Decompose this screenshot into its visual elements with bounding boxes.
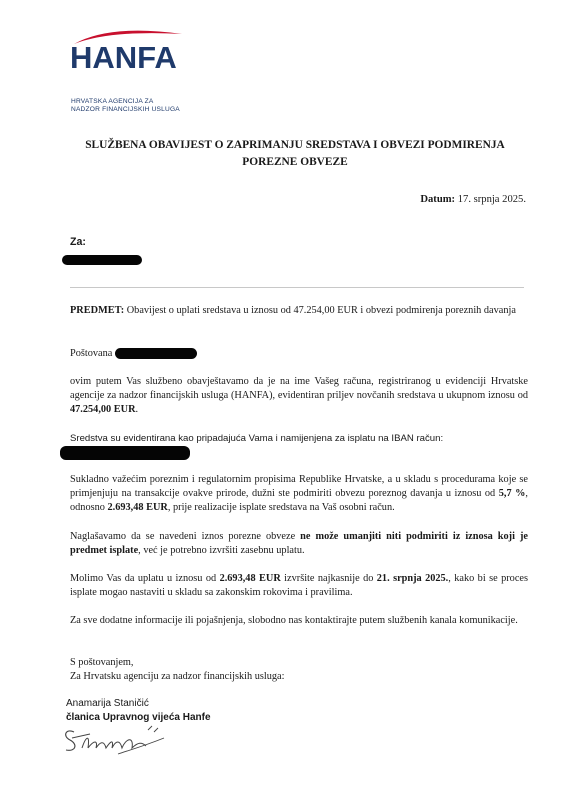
paragraph-tax-obligation: Sukladno važećim poreznim i regulatornim propisima Republike Hrvatske, a u skladu s procedurama koje se primjenjuju na transakcije ovakve prirode, dužni ste podmiriti obvezu poreznog davanja u iznosu od 5,7 %, odnosno 2.693,48 EUR, prije realizacije isplate sredstava na Vaš osobni račun. — [70, 474, 528, 513]
redacted-recipient-name — [62, 255, 142, 265]
logo-wordmark: HANFA — [70, 40, 177, 75]
redacted-iban — [60, 446, 190, 460]
paragraph-separate-payment: Naglašavamo da se navedeni iznos porezne obveze ne može umanjiti niti podmiriti iz iznosa koji je predmet isplate, već je potrebno izvršiti zasebnu uplatu. — [70, 531, 528, 556]
redacted-greeting-name — [115, 348, 197, 359]
date-value: 17. srpnja 2025. — [455, 194, 526, 205]
closing — [70, 656, 528, 684]
signatory-name: Anamarija Staničić — [66, 698, 149, 709]
title-line-1: SLUŽBENA OBAVIJEST O ZAPRIMANJU SREDSTAVA I OBVEZI PODMIRENJA — [85, 139, 505, 151]
closing-line-2: Za Hrvatsku agenciju za nadzor financijskih usluga: — [70, 671, 285, 682]
paragraph-funds-registered: ovim putem Vas službeno obavještavamo da je na ime Vašeg računa, registriranog u evidenciji Hrvatske agencije za nadzor financijskih usluga (HANFA), evidentiran priljev novčanih sredstava u ukupnom iznosu od 47.254,00 EUR. — [70, 376, 528, 415]
paragraph-iban: Sredstva su evidentirana kao pripadajuća Vama i namijenjena za isplatu na IBAN račun: — [70, 433, 444, 444]
hanfa-logo — [70, 26, 210, 113]
paragraph-payment-deadline: Molimo Vas da uplatu u iznosu od 2.693,48 EUR izvršite najkasnije do 21. srpnja 2025., kako bi se proces isplate mogao nastaviti u skladu sa zakonskim rokovima i pravilima. — [70, 573, 528, 598]
payment-amount: 2.693,48 EUR — [219, 573, 281, 584]
logo-subtitle-line-1: HRVATSKA AGENCIJA ZA — [71, 98, 154, 105]
payment-deadline: 21. srpnja 2025. — [376, 573, 449, 584]
divider-line — [70, 287, 524, 288]
title-line-2: POREZNE OBVEZE — [242, 156, 348, 168]
logo-subtitle-line-2: NADZOR FINANCIJSKIH USLUGA — [71, 106, 180, 113]
subject-text: Obavijest o uplati sredstava u iznosu od 47.254,00 EUR i obvezi podmirenja poreznih davanja — [124, 305, 516, 316]
tax-amount: 2.693,48 EUR — [107, 502, 168, 513]
document-date — [420, 194, 526, 205]
closing-line-1: S poštovanjem, — [70, 657, 134, 668]
handwritten-signature — [60, 718, 170, 758]
greeting: Poštovana — [70, 348, 113, 359]
recipient-label: Za: — [70, 236, 86, 248]
subject-paragraph — [70, 304, 528, 318]
paragraph-contact: Za sve dodatne informacije ili pojašnjenja, slobodno nas kontaktirajte putem službenih kanala komunikacije. — [70, 615, 518, 626]
document-title — [70, 137, 520, 171]
subject-label: PREDMET: — [70, 305, 125, 316]
signatory-role: članica Upravnog vijeća Hanfe — [66, 712, 211, 723]
total-amount: 47.254,00 EUR — [70, 404, 136, 415]
emphasis-not-deductible: ne može umanjiti niti podmiriti iz iznosa koji je predmet isplate — [70, 531, 528, 556]
tax-rate: 5,7 % — [498, 488, 526, 499]
date-label: Datum: — [420, 194, 456, 205]
